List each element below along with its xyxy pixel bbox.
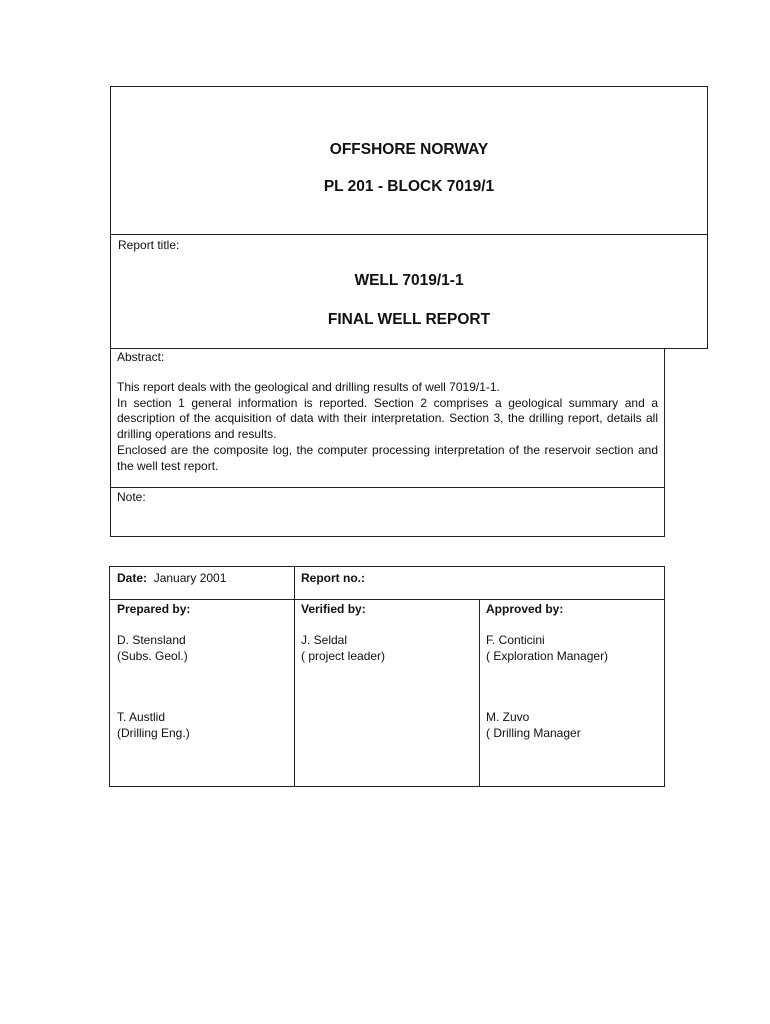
verified-person1-role: ( project leader) bbox=[301, 649, 386, 663]
abstract-paragraph-2: In section 1 general information is reported. Section 2 comprises a geological summary and a description of the acquisition of data with their interpretation. Section 3, the drilling report, details all drilling operations and results. bbox=[117, 395, 658, 442]
abstract-label: Abstract: bbox=[117, 350, 165, 364]
date-value: January 2001 bbox=[153, 571, 227, 585]
report-title-label: Report title: bbox=[118, 238, 180, 252]
approved-person2-name: M. Zuvo bbox=[486, 710, 530, 724]
abstract-paragraph-1: This report deals with the geological and drilling results of well 7019/1-1. bbox=[117, 380, 500, 394]
signoff-table bbox=[109, 566, 665, 787]
approved-person2-role: ( Drilling Manager bbox=[486, 726, 581, 740]
prepared-person2-role: (Drilling Eng.) bbox=[117, 726, 190, 740]
abstract-text bbox=[117, 380, 658, 474]
signoff-col-divider-1 bbox=[294, 567, 295, 786]
report-title-line1: WELL 7019/1-1 bbox=[354, 272, 464, 289]
date-label: Date: bbox=[117, 571, 148, 585]
note-label: Note: bbox=[117, 490, 146, 504]
report-no-label: Report no.: bbox=[301, 571, 365, 585]
cover-line2: PL 201 - BLOCK 7019/1 bbox=[323, 178, 495, 195]
approved-person1-role: ( Exploration Manager) bbox=[486, 649, 609, 663]
report-title-line2: FINAL WELL REPORT bbox=[327, 311, 491, 328]
title-divider bbox=[111, 234, 707, 235]
signoff-row-divider bbox=[110, 599, 664, 600]
cover-line1: OFFSHORE NORWAY bbox=[329, 141, 489, 158]
verified-person1-name: J. Seldal bbox=[301, 633, 348, 647]
prepared-by-label: Prepared by: bbox=[117, 602, 191, 616]
note-divider bbox=[110, 487, 665, 488]
approved-by-label: Approved by: bbox=[486, 602, 564, 616]
date-field bbox=[117, 570, 226, 586]
prepared-person2-name: T. Austlid bbox=[117, 710, 166, 724]
abstract-paragraph-3: Enclosed are the composite log, the computer processing interpretation of the reservoir section and the well test report. bbox=[117, 442, 658, 473]
title-box bbox=[110, 86, 708, 349]
approved-person1-name: F. Conticini bbox=[486, 633, 545, 647]
verified-by-label: Verified by: bbox=[301, 602, 366, 616]
prepared-person1-name: D. Stensland bbox=[117, 633, 186, 647]
prepared-person1-role: (Subs. Geol.) bbox=[117, 649, 188, 663]
signoff-col-divider-2 bbox=[479, 599, 480, 786]
